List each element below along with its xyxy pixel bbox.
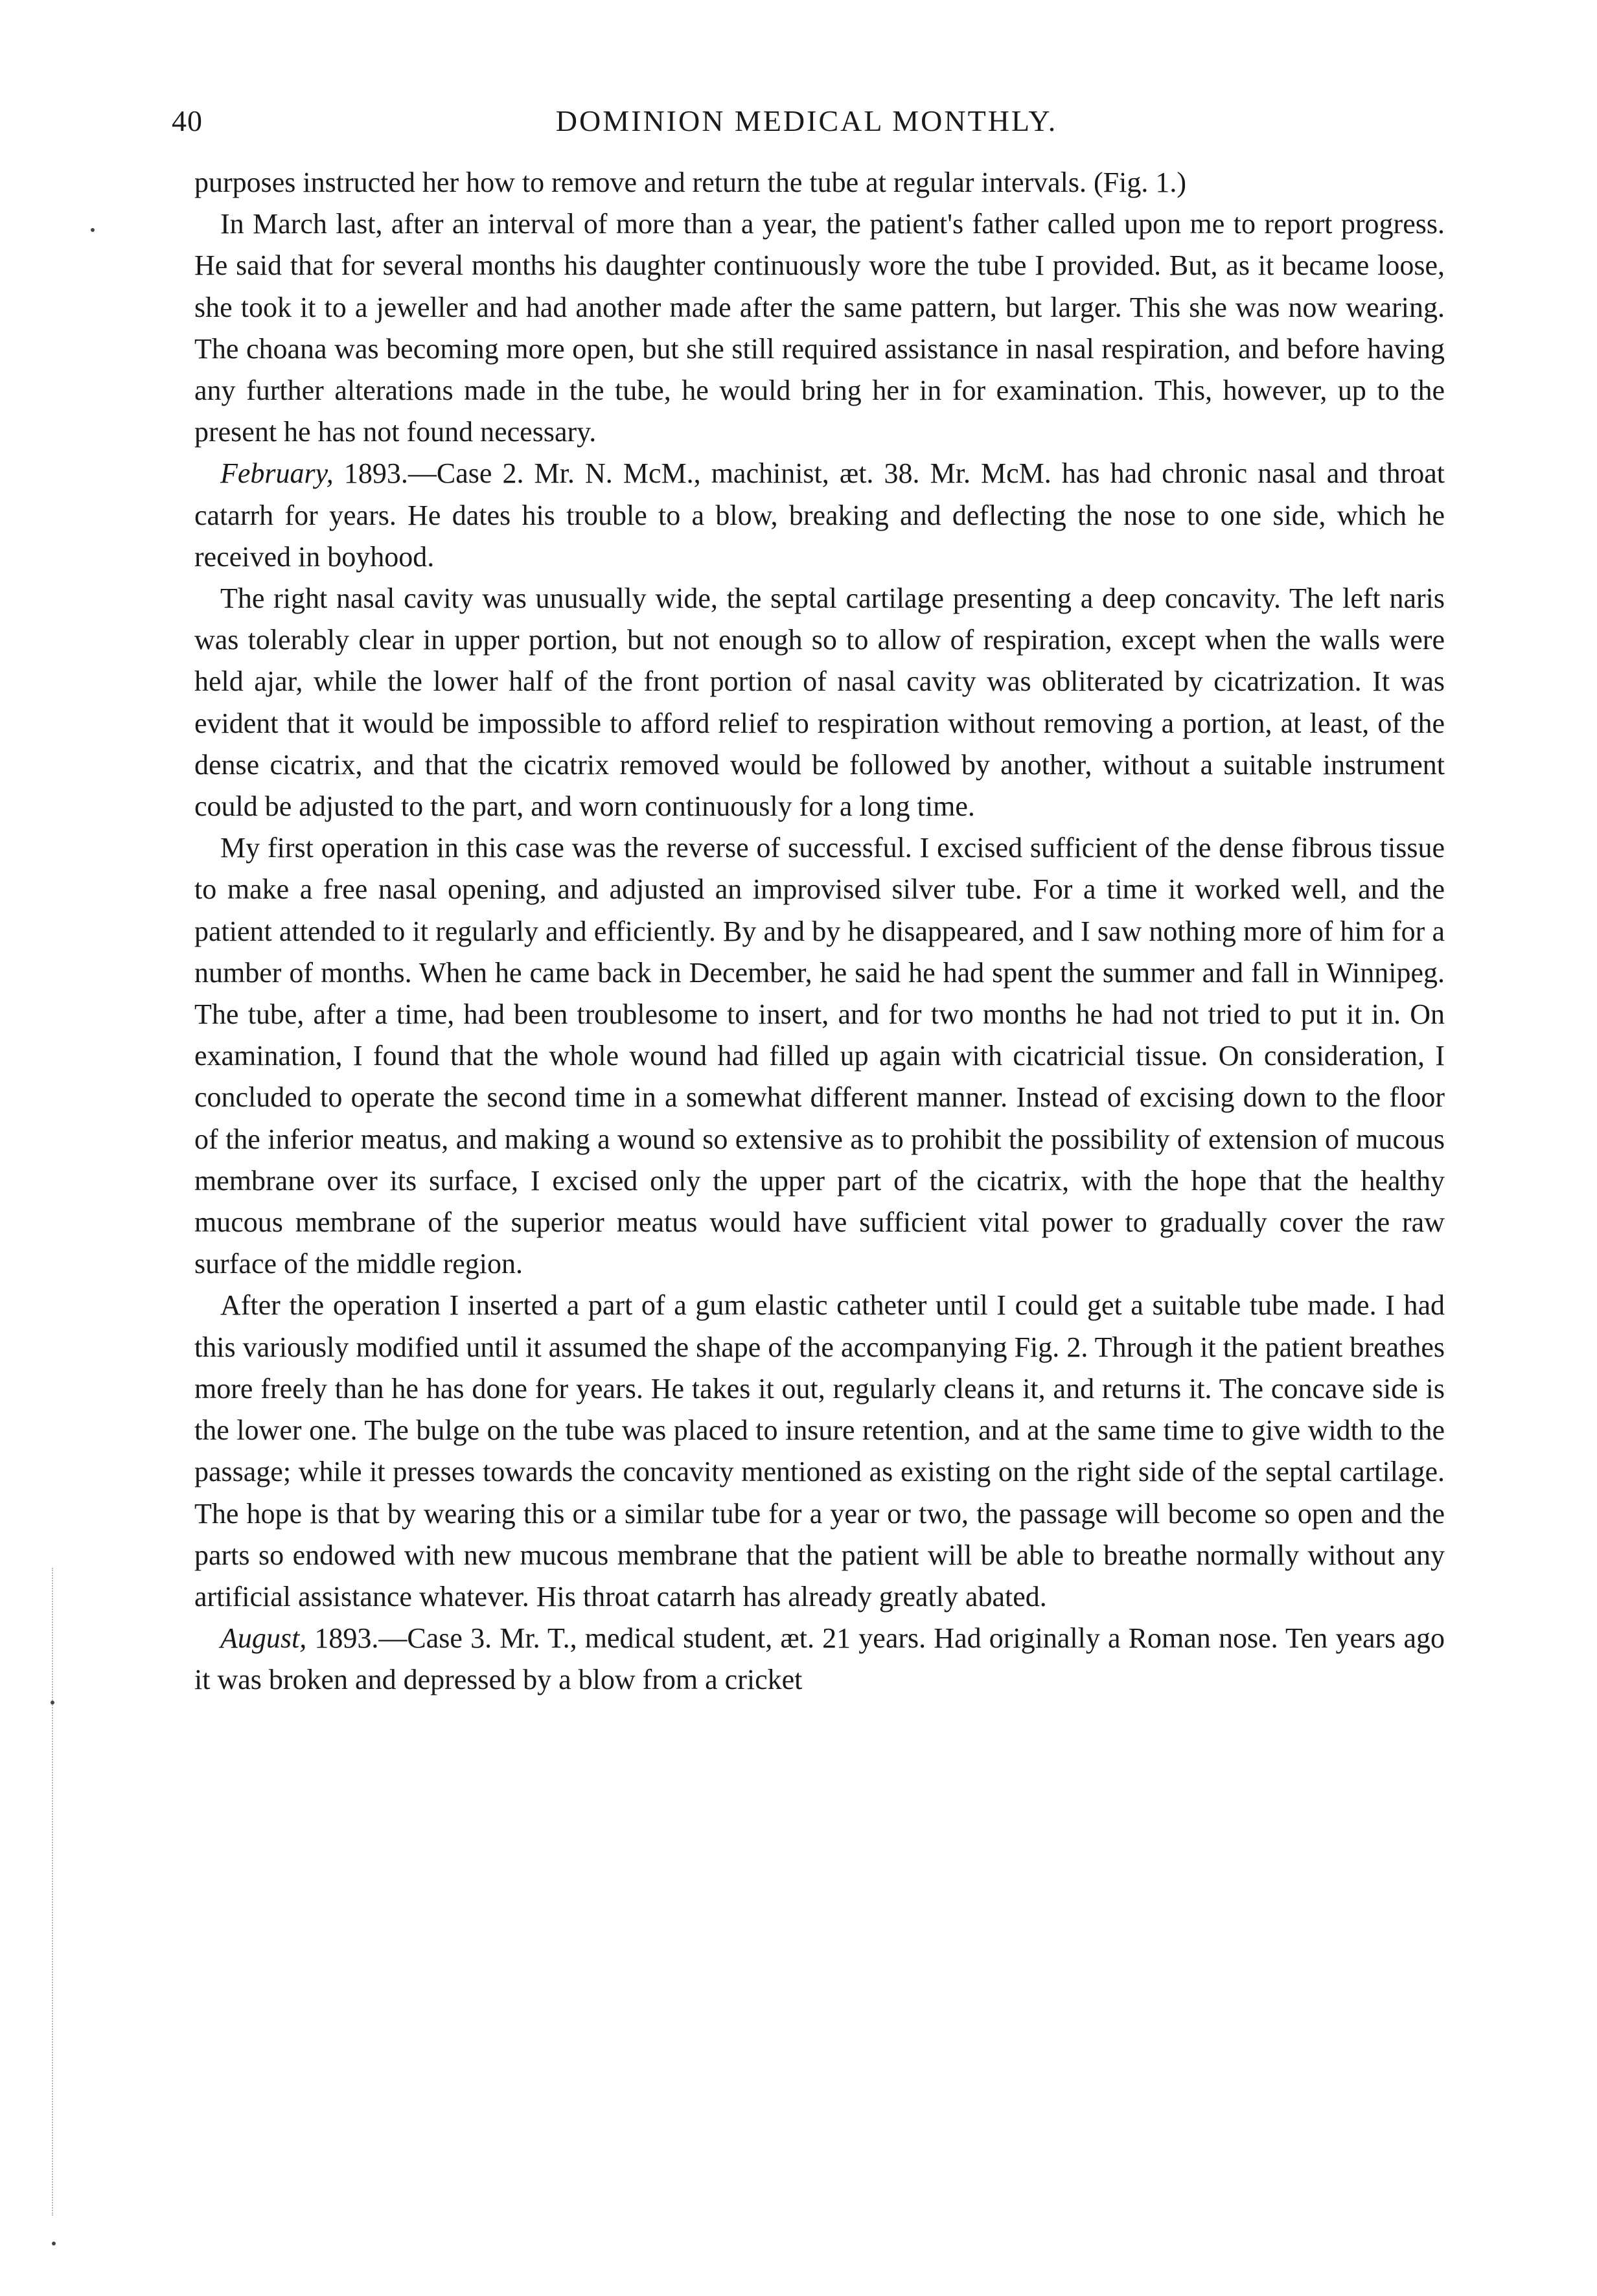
- paragraph-nasal-cavity: [194, 578, 1445, 827]
- page-number: 40: [172, 104, 203, 137]
- stray-mark: [52, 2242, 56, 2245]
- date-lead-august: August,: [220, 1622, 307, 1655]
- paragraph-text: The right nasal cavity was unusually wide, the septal cartilage presenting a deep concavity. The left naris was tolerably clear in upper portion, but not enough so to allow of respiration, except when the walls were held ajar, while the lower half of the front portion of nasal cavity was obliterated by cicatrization. It was evident that it would be impossible to afford relief to respiration without removing a portion, at least, of the dense cicatrix, and that the cicatrix removed would be followed by another, without a suitable instrument could be adjusted to the part, and worn continuously for a long time.: [194, 582, 1445, 823]
- date-lead-february: February,: [220, 457, 334, 490]
- paragraph-continuation: [194, 162, 1445, 203]
- paragraph-march-report: [194, 203, 1445, 453]
- paragraph-text: My first operation in this case was the reverse of successful. I excised sufficient of the dense fibrous tissue to make a free nasal opening, and adjusted an improvised silver tube. For a time it worked well, and the patient attended to it regularly and efficiently. By and by he disappeared, and I saw nothing more of him for a number of months. When he came back in December, he said he had spent the summer and fall in Winnipeg. The tube, after a time, had been troublesome to insert, and for two months he had not tried to put it in. On examination, I found that the whole wound had filled up again with cicatricial tissue. On consideration, I concluded to operate the second time in a somewhat different manner. Instead of excising down to the floor of the inferior meatus, and making a wound so extensive as to prohibit the possibility of extension of mucous membrane over its surface, I excised only the upper part of the cicatrix, with the hope that the healthy mucous membrane of the superior meatus would have sufficient vital power to gradually cover the raw surface of the middle region.: [194, 832, 1445, 1280]
- paragraph-text: After the operation I inserted a part of a gum elastic catheter until I could get a suitable tube made. I had this variously modified until it assumed the shape of the accompanying Fig. 2. Through it the patient breathes more freely than he has done for years. He takes it out, regularly cleans it, and returns it. The concave side is the lower one. The bulge on the tube was placed to insure retention, and at the same time to give width to the passage; while it presses towards the concavity mentioned as existing on the right side of the septal cartilage. The hope is that by wearing this or a similar tube for a year or two, the passage will become so open and the parts so endowed with new mucous membrane that the patient will be able to breathe normally without any artificial assistance whatever. His throat catarrh has already greatly abated.: [194, 1289, 1445, 1613]
- stray-mark: [91, 228, 95, 232]
- paragraph-text: 1893.—Case 2. Mr. N. McM., machinist, æt. 38. Mr. McM. has had chronic nasal and throat catarrh for years. He dates his trouble to a blow, breaking and deflecting the nose to one side, which he received in boyhood.: [194, 457, 1445, 573]
- margin-scan-artifact: [52, 1568, 57, 2216]
- body-text: [194, 162, 1445, 1701]
- running-head: DOMINION MEDICAL MONTHLY.: [555, 104, 1058, 137]
- paragraph-text: purposes instructed her how to remove and return the tube at regular intervals. (Fig. 1.): [194, 166, 1186, 198]
- paragraph-first-operation: [194, 827, 1445, 1285]
- paragraph-case-3: [194, 1618, 1445, 1701]
- page-header: [172, 104, 1442, 155]
- paragraph-text: In March last, after an interval of more than a year, the patient's father called upon me to report progress. He said that for several months his daughter continuously wore the tube I provided. But, as it became loose, she took it to a jeweller and had another made after the same pattern, but larger. This she was now wearing. The choana was becoming more open, but she still required assistance in nasal respiration, and before having any further alterations made in the tube, he would bring her in for examination. This, however, up to the present he has not found necessary.: [194, 208, 1445, 448]
- paragraph-text: 1893.—Case 3. Mr. T., medical student, æt. 21 years. Had originally a Roman nose. Ten years ago it was broken and depressed by a blow from a cricket: [194, 1622, 1445, 1696]
- paragraph-case-2: [194, 453, 1445, 578]
- paragraph-after-operation: [194, 1285, 1445, 1618]
- stray-mark: [51, 1701, 54, 1705]
